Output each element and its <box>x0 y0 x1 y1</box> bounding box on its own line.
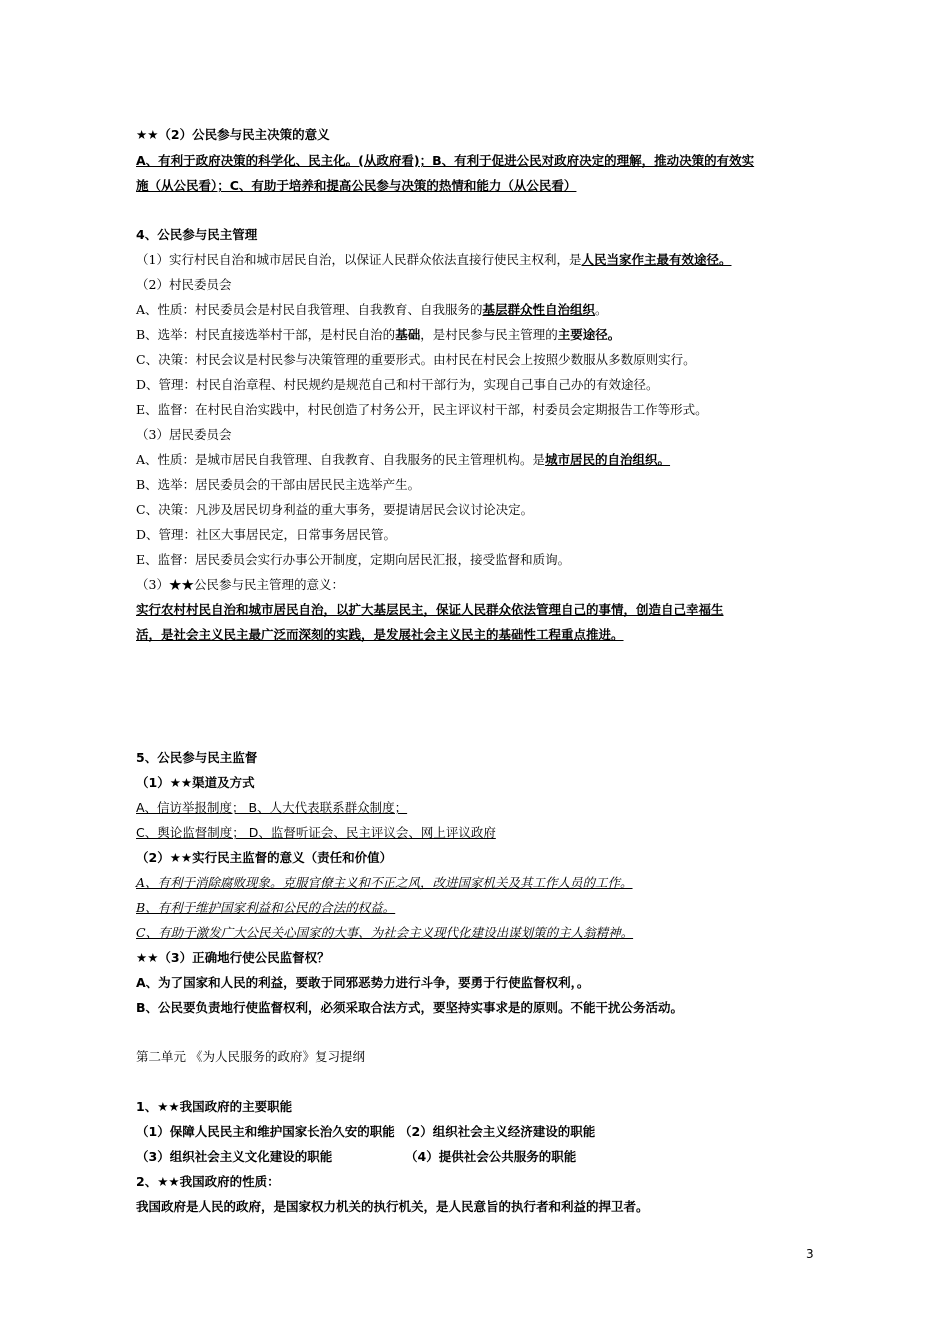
text-line: A、为了国家和人民的利益，要敢于同邪恶势力进行斗争，要勇于行使监督权利，。 <box>136 975 590 990</box>
text-line: C、有助于激发广大公民关心国家的大事、为社会主义现代化建设出谋划策的主人翁精神。 <box>136 925 634 940</box>
heading-democratic-management: 4、公民参与民主管理 <box>136 227 258 242</box>
text-line: 施（从公民看）；C、有助于培养和提高公民参与决策的热情和能力（从公民看） <box>136 178 577 193</box>
text-line: C、舆论监督制度； D、监督听证会、民主评议会、网上评议政府 <box>136 825 496 840</box>
text-line: E、监督：在村民自治实践中，村民创造了村务公开，民主评议村干部，村委员会定期报告工作等形式。 <box>136 402 708 417</box>
text-line: 活，是社会主义民主最广泛而深刻的实践，是发展社会主义民主的基础性工程重点推进。 <box>136 627 624 642</box>
text-line: （2）村民委员会 <box>136 277 232 292</box>
heading-democratic-supervision: 5、公民参与民主监督 <box>136 750 258 765</box>
text-line <box>136 451 670 469</box>
text-line: B、公民要负责地行使监督权利，必须采取合法方式，要坚持实事求是的原则。不能干扰公务活动。 <box>136 1000 684 1015</box>
emphasis-span: 主要途径。 <box>557 327 621 342</box>
text-line: 实行农村村民自治和城市居民自治，以扩大基层民主，保证人民群众依法管理自己的事情，创造自己幸福生 <box>136 602 724 617</box>
page-number: 3 <box>806 1247 814 1261</box>
text-line: （4）提供社会公共服务的职能 <box>405 1149 577 1164</box>
text-line: D、管理：社区大事居民定，日常事务居民管。 <box>136 527 397 542</box>
text-line: （1）保障人民民主和维护国家长治久安的职能 （2）组织社会主义经济建设的职能 <box>136 1124 596 1139</box>
text-line <box>136 301 608 319</box>
text-line: B、有利于维护国家利益和公民的合法的权益。 <box>136 900 396 915</box>
text-line: （3）组织社会主义文化建设的职能 <box>136 1149 333 1164</box>
text-span: A、性质：是城市居民自我管理、自我教育、自我服务的民主管理机构。是 <box>136 452 546 467</box>
text-line: A、信访举报制度； B、人大代表联系群众制度； <box>136 800 408 815</box>
text-span: 。 <box>595 302 608 317</box>
text-line: （1）★★渠道及方式 <box>136 775 255 790</box>
text-span: B、选举：村民直接选举村干部，是村民自治的 <box>136 327 396 342</box>
emphasis-span: 基层群众性自治组织 <box>482 302 596 317</box>
unit-title: 第二单元 《为人民服务的政府》复习提纲 <box>136 1049 365 1064</box>
heading-decision-significance: ★★（2）公民参与民主决策的意义 <box>136 127 330 142</box>
text-span: A、性质：村民委员会是村民自我管理、自我教育、自我服务的 <box>136 302 483 317</box>
text-line: （3）★★公民参与民主管理的意义： <box>136 577 344 592</box>
text-line: （2）★★实行民主监督的意义（责任和价值） <box>136 850 393 865</box>
text-line: A、有利于政府决策的科学化、民主化。(从政府看)；B、有利于促进公民对政府决定的理解，推动决策的有效实 <box>136 153 755 168</box>
emphasis-span: 人民当家作主最有效途径。 <box>581 252 732 267</box>
text-line: B、选举：居民委员会的干部由居民民主选举产生。 <box>136 477 421 492</box>
heading-government-functions: 1、★★我国政府的主要职能 <box>136 1099 293 1114</box>
text-line: 我国政府是人民的政府，是国家权力机关的执行机关，是人民意旨的执行者和利益的捍卫者。 <box>136 1199 649 1214</box>
text-line <box>136 251 731 269</box>
text-line <box>136 326 620 344</box>
heading-government-nature: 2、★★我国政府的性质： <box>136 1174 280 1189</box>
text-line: A、有利于消除腐败现象。克服官僚主义和不正之风，改进国家机关及其工作人员的工作。 <box>136 875 633 890</box>
emphasis-span: 城市居民的自治组织。 <box>545 452 671 467</box>
text-line: C、决策：村民会议是村民参与决策管理的重要形式。由村民在村民会上按照少数服从多数原则实行。 <box>136 352 696 367</box>
emphasis-span: 基础 <box>395 327 421 342</box>
text-span: （1）实行村民自治和城市居民自治，以保证人民群众依法直接行使民主权利，是 <box>136 252 582 267</box>
text-span: ，是村民参与民主管理的 <box>420 327 558 342</box>
text-line: D、管理：村民自治章程、村民规约是规范自己和村干部行为，实现自己事自己办的有效途径。 <box>136 377 659 392</box>
text-line: （3）居民委员会 <box>136 427 232 442</box>
text-line: C、决策：凡涉及居民切身利益的重大事务，要提请居民会议讨论决定。 <box>136 502 534 517</box>
text-line: ★★（3）正确地行使公民监督权？ <box>136 950 330 965</box>
text-line: E、监督：居民委员会实行办事公开制度，定期向居民汇报，接受监督和质询。 <box>136 552 571 567</box>
